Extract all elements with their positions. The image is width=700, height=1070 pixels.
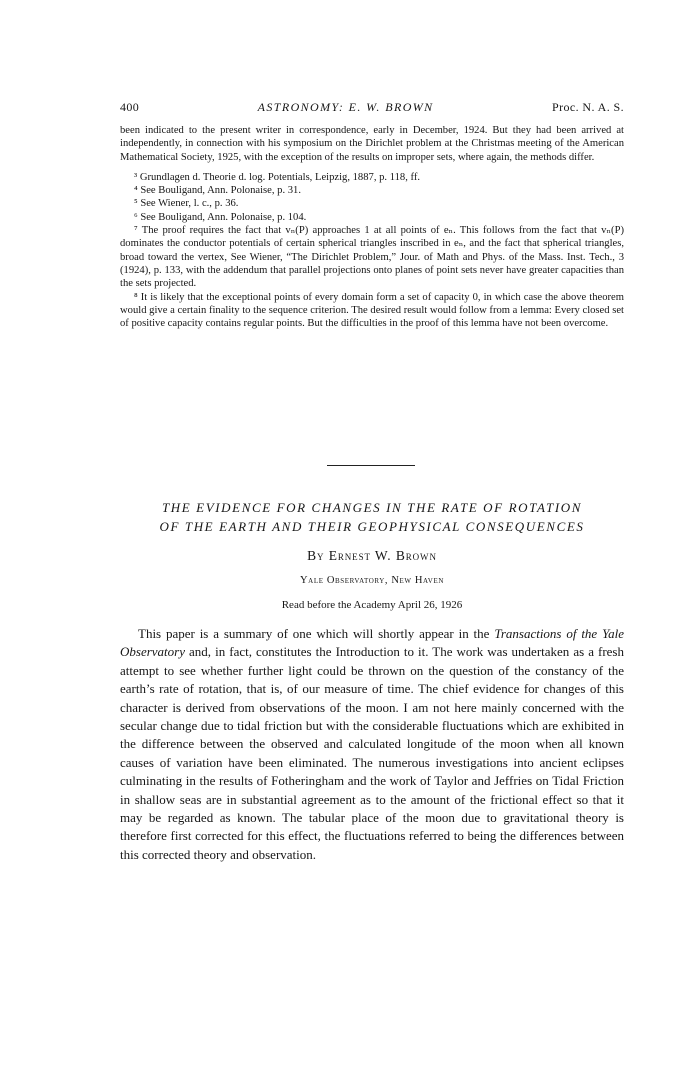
article-title — [110, 498, 634, 536]
footnote-6: ⁶ See Bouligand, Ann. Polonaise, p. 104. — [134, 211, 307, 223]
running-title: ASTRONOMY: E. W. BROWN — [257, 100, 434, 114]
footnotes — [120, 171, 624, 331]
continued-paragraph: been indicated to the present writer in correspondence, early in December, 1924. But they had been arrived at independently, in connection with his symposium on the Dirichlet problem at the Christmas meeting of the American Mathematical Society, 1925, with the exception of the results on improper sets, where again, the methods differ. — [120, 125, 624, 163]
article-title-line-1: THE EVIDENCE FOR CHANGES IN THE RATE OF ROTATION — [161, 500, 583, 515]
footnote-5: ⁵ See Wiener, l. c., p. 36. — [134, 198, 239, 210]
running-header — [120, 100, 624, 115]
article-body — [120, 625, 624, 864]
read-date: Read before the Academy April 26, 1926 — [281, 599, 463, 611]
author-affiliation: Yale Observatory, New Haven — [300, 575, 444, 586]
page-number: 400 — [120, 100, 140, 114]
body-text-intro: This paper is a summary of one which will shortly appear in the — [138, 626, 495, 641]
article-title-line-2: OF THE EARTH AND THEIR GEOPHYSICAL CONSEQUENCES — [159, 519, 585, 534]
body-text-main: and, in fact, constitutes the Introduction to it. The work was undertaken as a fresh attempt to see whether further light could be thrown on the question of the constancy of the earth’s rate of rotation, that is, of our measure of time. The chief evidence for changes of this character is derived from observations of the moon. I am not here mainly concerned with the secular change due to tidal friction but with the considerable fluctuations which are exhibited in the difference between the observed and calculated longitude of the moon when all known causes of variation have been eliminated. The numerous investigations into ancient eclipses culminating in the results of Fotheringham and the work of Taylor and Jeffries on Tidal Friction in shallow seas are in substantial agreement as to the amount of the frictional effect so that it may be regarded as known. The tabular place of the moon due to gravitational theory is therefore first corrected for this effect, the fluctuations referred to being the differences between this corrected theory and observation. — [120, 644, 624, 862]
journal-name-italic: Transactions of the Yale Observatory — [120, 626, 624, 660]
footnote-8: ⁸ It is likely that the exceptional points of every domain form a set of capacity 0, in which case the above theorem would give a certain finality to the sequence criterion. The desired result would follow from a lemma: Every closed set of positive capacity contains regular points. But the difficulties in the proof of this lemma have not been overcome. — [120, 291, 624, 330]
body-paragraph — [120, 625, 624, 864]
journal-abbrev: Proc. N. A. S. — [552, 100, 624, 114]
footnote-7: ⁷ The proof requires the fact that vₙ(P) approaches 1 at all points of eₙ. This follows from the fact that vₙ(P) dominates the conductor potentials of certain spherical triangles inscribed in eₙ, and the fact that spherical triangles, broad toward the vertex, See Wiener, “The Dirichlet Problem,” Jour. of Math and Phys. of the Mass. Inst. Tech., 3 (1924), p. 133, with the addendum that parallel projections onto planes of point sets never have greater capacities than the sets projected. — [120, 225, 624, 290]
previous-article-tail — [120, 124, 624, 330]
footnote-4: ⁴ See Bouligand, Ann. Polonaise, p. 31. — [134, 185, 302, 197]
footnote-3: ³ Grundlagen d. Theorie d. log. Potentials, Leipzig, 1887, p. 118, ff. — [134, 171, 421, 183]
section-divider — [327, 465, 415, 466]
author-byline: By Ernest W. Brown — [307, 548, 437, 563]
